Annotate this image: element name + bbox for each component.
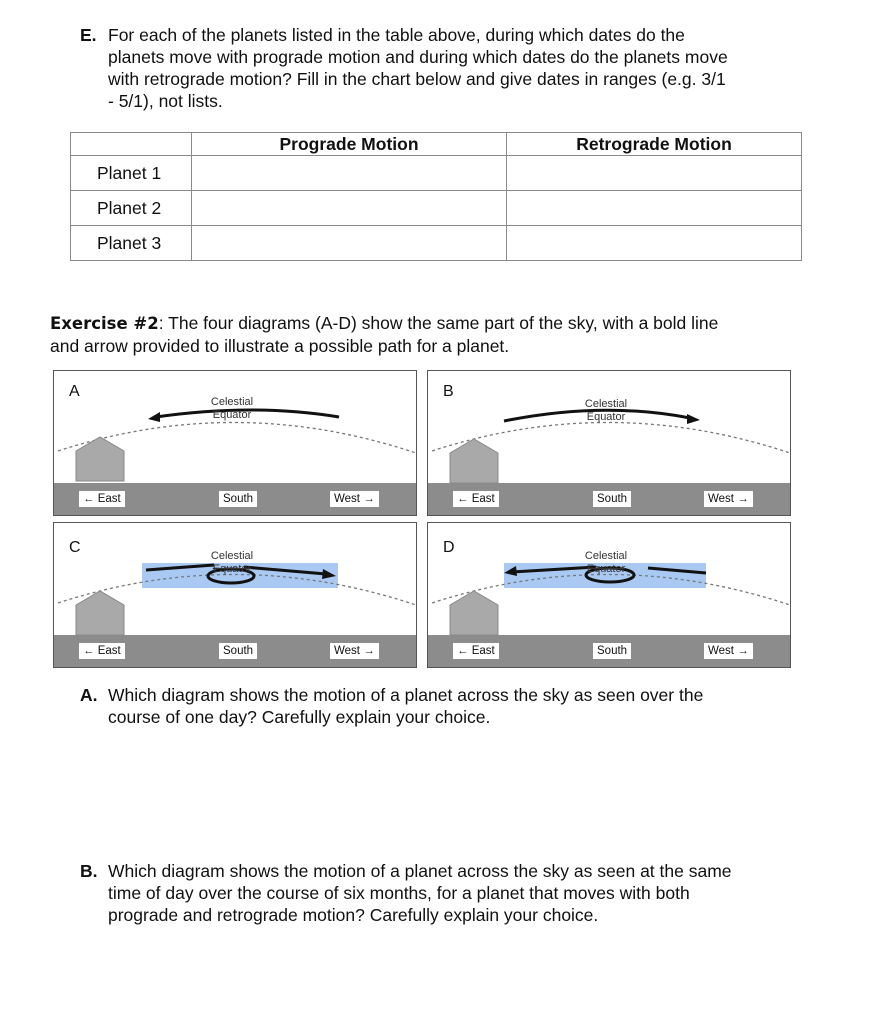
equator-word: Equator bbox=[212, 563, 252, 575]
answer-area-b[interactable] bbox=[80, 934, 800, 1014]
exercise-text: : The four diagrams (A-D) show the same part of the sky, with a bold line bbox=[158, 313, 719, 333]
question-a-label: A. bbox=[80, 685, 98, 705]
south-label: South bbox=[593, 491, 631, 507]
arrow-head-icon bbox=[148, 412, 160, 422]
question-e-line: planets move with prograde motion and during which dates do the planets move bbox=[108, 47, 728, 67]
house-icon bbox=[76, 591, 124, 635]
table-row bbox=[71, 226, 802, 261]
retrograde-cell[interactable] bbox=[507, 156, 802, 191]
east-label: ← East bbox=[453, 491, 499, 507]
celestial-equator-label bbox=[576, 550, 636, 576]
question-b-line: time of day over the course of six months, for a planet that moves with both bbox=[108, 883, 690, 903]
question-e-line: For each of the planets listed in the table above, during which dates do the bbox=[108, 25, 685, 45]
planet-path bbox=[648, 568, 706, 573]
question-e-label: E. bbox=[80, 25, 97, 45]
south-label: South bbox=[219, 643, 257, 659]
prograde-cell[interactable] bbox=[192, 226, 507, 261]
row-label: Planet 2 bbox=[71, 191, 192, 226]
prograde-header: Prograde Motion bbox=[192, 133, 507, 156]
exercise-label: Exercise #2 bbox=[50, 314, 159, 333]
arrow-head-icon bbox=[687, 414, 700, 424]
question-b bbox=[80, 860, 800, 928]
question-e-line: - 5/1), not lists. bbox=[108, 91, 223, 111]
question-a-line: Which diagram shows the motion of a planet across the sky as seen over the bbox=[108, 685, 704, 705]
question-a bbox=[80, 684, 800, 730]
east-text: East bbox=[471, 493, 495, 505]
east-text: East bbox=[97, 645, 121, 657]
prograde-cell[interactable] bbox=[192, 156, 507, 191]
question-b-text bbox=[108, 860, 732, 926]
row-label: Planet 1 bbox=[71, 156, 192, 191]
ground-strip bbox=[428, 635, 790, 667]
ground-strip bbox=[54, 635, 416, 667]
celestial-word: Celestial bbox=[584, 398, 628, 410]
table-header-row bbox=[71, 133, 802, 156]
west-text: West bbox=[708, 645, 734, 657]
table-row bbox=[71, 156, 802, 191]
exercise-line: and arrow provided to illustrate a possible path for a planet. bbox=[50, 336, 510, 356]
east-label: ← East bbox=[79, 643, 125, 659]
retrograde-cell[interactable] bbox=[507, 226, 802, 261]
celestial-word: Celestial bbox=[584, 550, 628, 562]
diagram-c bbox=[53, 522, 417, 668]
south-label: South bbox=[593, 643, 631, 659]
exercise-line bbox=[50, 312, 830, 335]
arrow-head-icon bbox=[504, 566, 517, 576]
house-icon bbox=[450, 591, 498, 635]
celestial-word: Celestial bbox=[210, 396, 254, 408]
celestial-equator-label bbox=[202, 396, 262, 422]
west-label: West → bbox=[330, 643, 379, 659]
celestial-word: Celestial bbox=[210, 550, 254, 562]
west-text: West bbox=[708, 493, 734, 505]
arrow-head-icon bbox=[322, 569, 336, 579]
ground-strip bbox=[54, 483, 416, 515]
south-label: South bbox=[219, 491, 257, 507]
motion-chart-table bbox=[70, 132, 802, 261]
diagram-letter: B bbox=[443, 383, 454, 400]
equator-word: Equator bbox=[212, 409, 252, 421]
row-label: Planet 3 bbox=[71, 226, 192, 261]
question-e-text bbox=[108, 24, 728, 112]
west-label: West → bbox=[704, 643, 753, 659]
east-text: East bbox=[471, 645, 495, 657]
diagram-b bbox=[427, 370, 791, 516]
west-label: West → bbox=[330, 491, 379, 507]
table-row bbox=[71, 191, 802, 226]
prograde-cell[interactable] bbox=[192, 191, 507, 226]
diagram-d bbox=[427, 522, 791, 668]
west-text: West bbox=[334, 645, 360, 657]
diagram-letter: A bbox=[69, 383, 80, 400]
diagram-a bbox=[53, 370, 417, 516]
equator-word: Equator bbox=[586, 563, 626, 575]
exercise-2 bbox=[50, 312, 830, 357]
diagram-letter: D bbox=[443, 539, 455, 556]
question-a-line: course of one day? Carefully explain your choice. bbox=[108, 707, 491, 727]
west-text: West bbox=[334, 493, 360, 505]
retrograde-cell[interactable] bbox=[507, 191, 802, 226]
celestial-equator-label bbox=[576, 398, 636, 424]
west-label: West → bbox=[704, 491, 753, 507]
east-label: ← East bbox=[453, 643, 499, 659]
question-b-line: prograde and retrograde motion? Carefully explain your choice. bbox=[108, 905, 599, 925]
question-e bbox=[80, 24, 800, 114]
diagram-letter: C bbox=[69, 539, 81, 556]
question-e-line: with retrograde motion? Fill in the chart below and give dates in ranges (e.g. 3/1 bbox=[108, 69, 726, 89]
question-b-label: B. bbox=[80, 861, 98, 881]
answer-area-a[interactable] bbox=[80, 736, 800, 846]
east-label: ← East bbox=[79, 491, 125, 507]
table-corner-cell bbox=[71, 133, 192, 156]
equator-word: Equator bbox=[586, 411, 626, 423]
house-icon bbox=[450, 439, 498, 483]
celestial-equator-label bbox=[202, 550, 262, 576]
question-b-line: Which diagram shows the motion of a planet across the sky as seen at the same bbox=[108, 861, 732, 881]
retrograde-header: Retrograde Motion bbox=[507, 133, 802, 156]
ground-strip bbox=[428, 483, 790, 515]
question-a-text bbox=[108, 684, 703, 728]
east-text: East bbox=[97, 493, 121, 505]
